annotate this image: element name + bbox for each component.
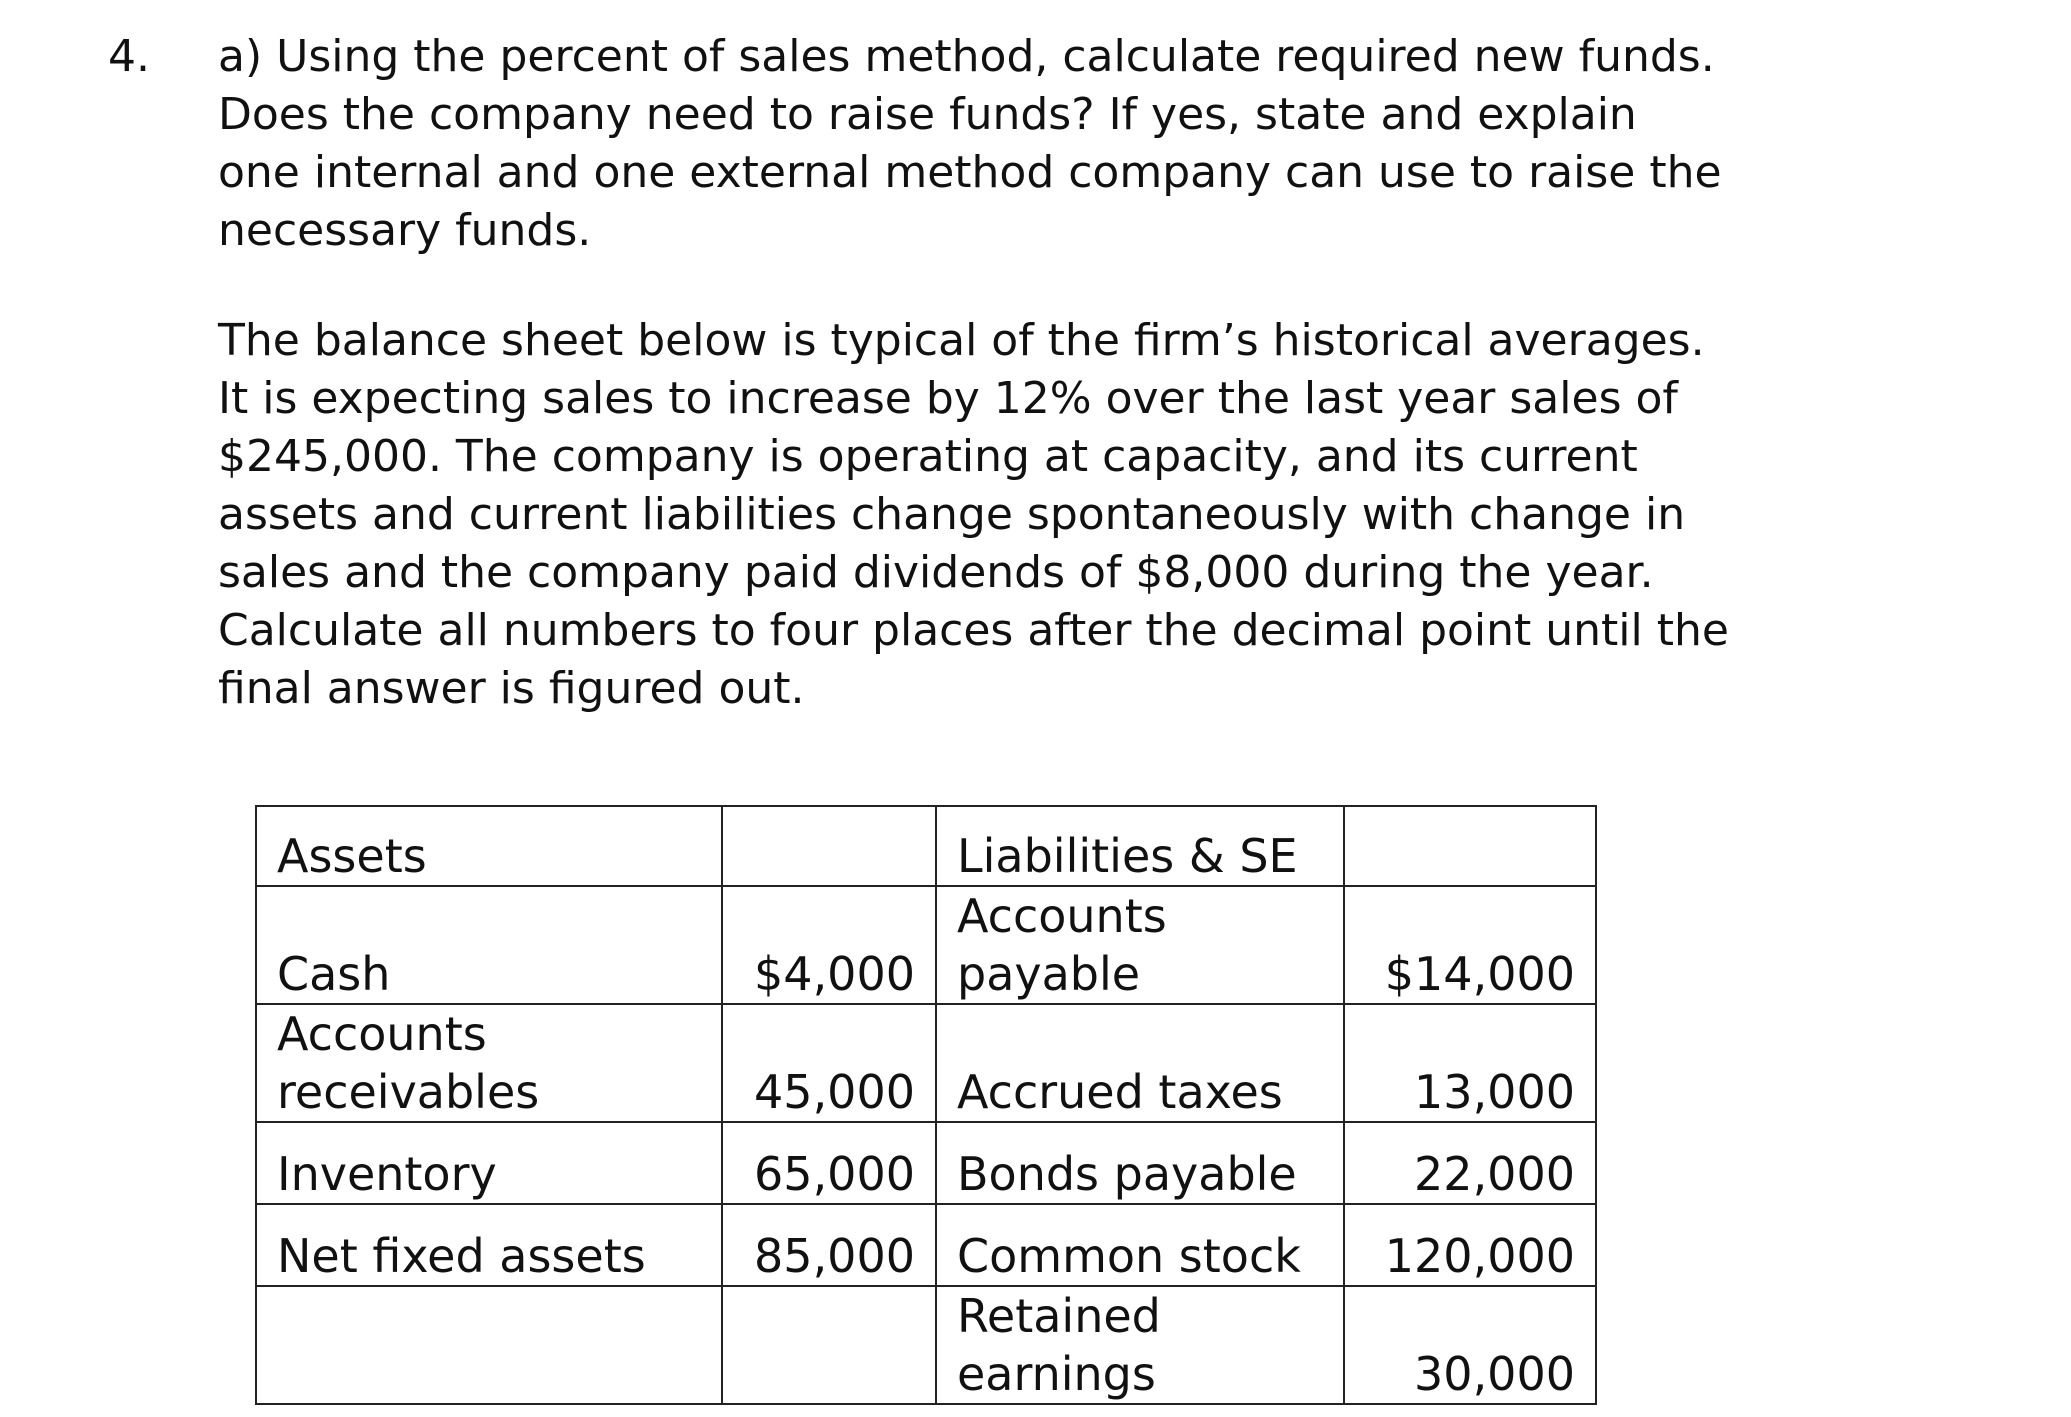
question-number: 4. <box>108 31 150 82</box>
context-line: Calculate all numbers to four places after the decimal point until the <box>218 605 1729 656</box>
liability-label <box>936 886 1344 1004</box>
table-row <box>256 1204 1596 1286</box>
context-paragraph <box>218 312 1898 718</box>
context-line: final answer is figured out. <box>218 663 805 714</box>
liability-label-line: Accrued taxes <box>957 1065 1283 1119</box>
header-assets-value <box>722 806 936 886</box>
asset-value <box>722 1286 936 1404</box>
liability-label-line: Retained <box>957 1289 1161 1343</box>
context-line: assets and current liabilities change spontaneously with change in <box>218 489 1686 540</box>
liability-value: 120,000 <box>1344 1204 1596 1286</box>
header-liabilities: Liabilities & SE <box>936 806 1344 886</box>
liability-label: Common stock <box>936 1204 1344 1286</box>
header-liabilities-value <box>1344 806 1596 886</box>
table-row <box>256 1004 1596 1122</box>
table-row <box>256 1122 1596 1204</box>
asset-value: 65,000 <box>722 1122 936 1204</box>
asset-label-line: receivables <box>277 1065 540 1119</box>
liability-label-line: payable <box>957 947 1141 1001</box>
asset-label-line: Accounts <box>277 1007 487 1061</box>
asset-label <box>256 1286 722 1404</box>
liability-label: Bonds payable <box>936 1122 1344 1204</box>
liability-value: $14,000 <box>1344 886 1596 1004</box>
context-line: It is expecting sales to increase by 12% over the last year sales of <box>218 373 1678 424</box>
asset-label <box>256 1004 722 1122</box>
question-line: a) Using the percent of sales method, calculate required new funds. <box>218 31 1715 82</box>
liability-label <box>936 1286 1344 1404</box>
context-line: The balance sheet below is typical of the firm’s historical averages. <box>218 315 1705 366</box>
asset-label: Net fixed assets <box>256 1204 722 1286</box>
asset-value: 85,000 <box>722 1204 936 1286</box>
liability-value: 22,000 <box>1344 1122 1596 1204</box>
asset-label <box>256 886 722 1004</box>
context-line: sales and the company paid dividends of $8,000 during the year. <box>218 547 1654 598</box>
liability-label-line: earnings <box>957 1347 1156 1401</box>
table-header-row <box>256 806 1596 886</box>
table-row <box>256 1286 1596 1404</box>
asset-value: 45,000 <box>722 1004 936 1122</box>
question-line: one internal and one external method company can use to raise the <box>218 147 1722 198</box>
table-row <box>256 886 1596 1004</box>
liability-value: 13,000 <box>1344 1004 1596 1122</box>
liability-value: 30,000 <box>1344 1286 1596 1404</box>
context-line: $245,000. The company is operating at capacity, and its current <box>218 431 1638 482</box>
question-line: Does the company need to raise funds? If yes, state and explain <box>218 89 1637 140</box>
asset-label: Inventory <box>256 1122 722 1204</box>
liability-label-line: Accounts <box>957 889 1167 943</box>
asset-label-line: Cash <box>277 947 391 1001</box>
asset-value: $4,000 <box>722 886 936 1004</box>
balance-sheet-table <box>255 805 1597 1405</box>
header-assets: Assets <box>256 806 722 886</box>
question-text <box>218 28 1898 260</box>
liability-label <box>936 1004 1344 1122</box>
question-line: necessary funds. <box>218 205 592 256</box>
